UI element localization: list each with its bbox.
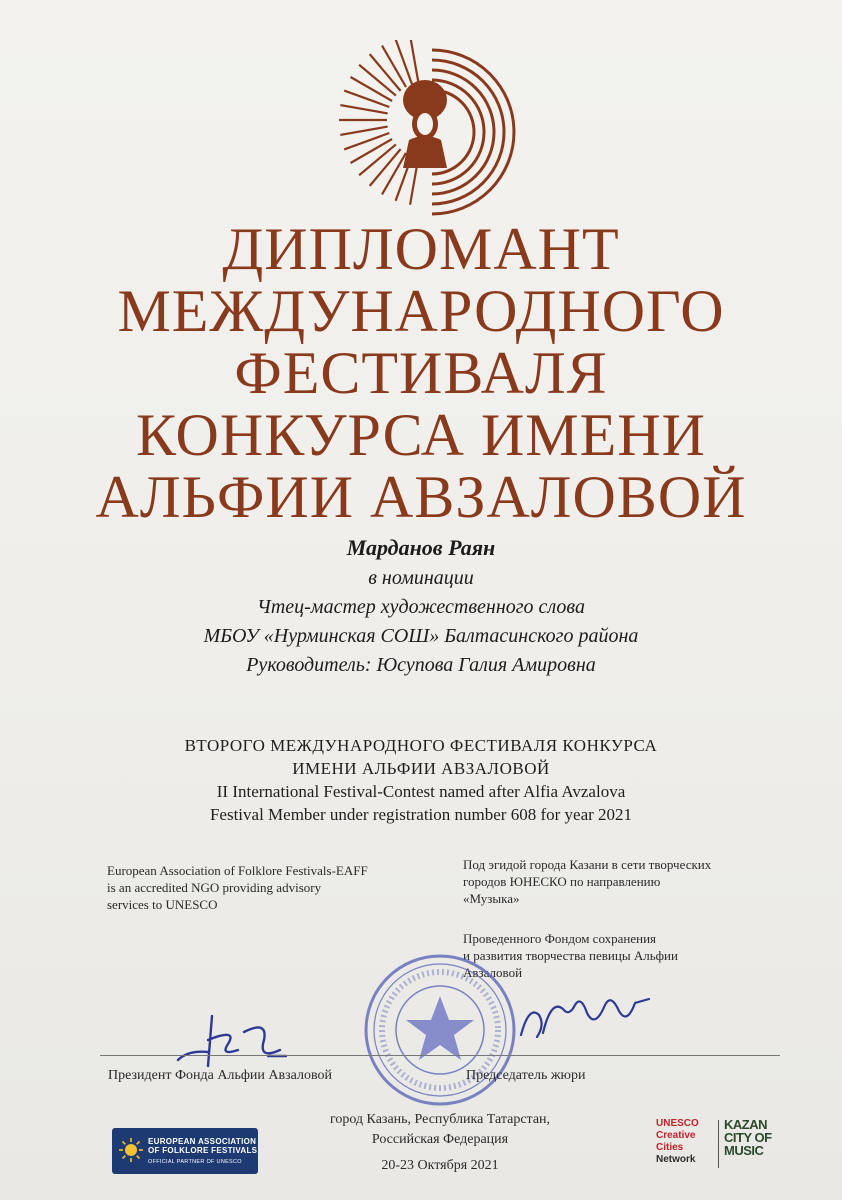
emblem-ray: [351, 139, 393, 163]
emblem-ray: [396, 40, 412, 84]
kazan-unesco-text: [463, 856, 773, 907]
fund-text-line: Проведенного Фондом сохранения: [463, 931, 657, 946]
diploma-title: [0, 218, 842, 528]
logo-divider: [718, 1120, 719, 1168]
eaff-logo: [112, 1128, 258, 1174]
nomination: Чтец-мастер художественного слова: [257, 596, 585, 618]
sun-icon: [118, 1137, 144, 1163]
eaff-logo-line: EUROPEAN ASSOCIATION: [148, 1137, 257, 1146]
festival-block: [0, 734, 842, 826]
eaff-text-line: services to UNESCO: [107, 897, 218, 912]
kazan-city-of-music-logo: [724, 1118, 794, 1157]
festival-en-line: Festival Member under registration number 608 for year 2021: [209, 805, 633, 824]
unesco-logo-line: Creative: [656, 1130, 696, 1141]
kazan-logo-line: CITY OF: [724, 1130, 772, 1145]
footer-city: [300, 1110, 580, 1150]
round-stamp-icon: [360, 950, 520, 1110]
president-signature-icon: [168, 1010, 298, 1070]
supervisor: Руководитель: Юсупова Галия Амировна: [246, 654, 596, 676]
title-line: МЕЖДУНАРОДНОГО: [117, 278, 725, 344]
emblem-ray: [344, 133, 389, 149]
fund-text-line: и развития творчества певицы Альфии: [463, 948, 678, 963]
emblem-ray: [382, 46, 406, 88]
kazan-text-line: Под эгидой города Казани в сети творческих: [463, 857, 712, 872]
fund-text-line: Авзаловой: [463, 965, 523, 980]
festival-ru-line: ИМЕНИ АЛЬФИИ АВЗАЛОВОЙ: [292, 759, 550, 778]
title-line: АЛЬФИИ АВЗАЛОВОЙ: [95, 464, 747, 530]
eaff-text: [107, 862, 407, 913]
jury-signature-icon: [515, 985, 655, 1045]
recipient-name: Марданов Раян: [346, 535, 496, 560]
kazan-text-line: «Музыка»: [463, 891, 520, 906]
festival-en-line: II International Festival-Contest named after Alfia Avzalova: [216, 782, 626, 801]
kazan-logo-line: MUSIC: [724, 1143, 764, 1158]
title-line: КОНКУРСА ИМЕНИ: [136, 402, 706, 468]
signature-line: [100, 1055, 780, 1056]
school: МБОУ «Нурминская СОШ» Балтасинского района: [203, 625, 639, 647]
title-line: ФЕСТИВАЛЯ: [234, 340, 608, 406]
footer-city-line: город Казань, Республика Татарстан,: [329, 1112, 551, 1127]
singer-portrait-emblem-icon: [337, 40, 527, 220]
emblem-ray: [382, 153, 406, 195]
nomination-prefix: в номинации: [368, 567, 474, 589]
unesco-logo-line: UNESCO: [656, 1118, 699, 1129]
emblem-ray: [351, 77, 393, 101]
eaff-text-line: European Association of Folklore Festivals-EAFF: [107, 863, 368, 878]
president-label: Президент Фонда Альфии Авзаловой: [108, 1068, 332, 1083]
emblem-ray: [340, 105, 387, 113]
kazan-text-line: городов ЮНЕСКО по направлению: [463, 874, 661, 889]
jury-chair-label: Председатель жюри: [466, 1068, 586, 1083]
festival-ru-line: ВТОРОГО МЕЖДУНАРОДНОГО ФЕСТИВАЛЯ КОНКУРСА: [184, 736, 658, 755]
unesco-logo-line: Network: [656, 1154, 696, 1165]
eaff-text-line: is an accredited NGO providing advisory: [107, 880, 322, 895]
kazan-logo-line: KAZAN: [724, 1117, 767, 1132]
emblem-ray: [344, 91, 389, 107]
emblem-ray: [410, 40, 418, 83]
eaff-logo-partner: OFFICIAL PARTNER OF UNESCO: [148, 1159, 242, 1165]
unesco-creative-cities-logo: [656, 1118, 716, 1166]
unesco-logo-line: Cities: [656, 1142, 684, 1153]
emblem-ray: [340, 127, 387, 135]
footer-date: 20-23 Октября 2021: [381, 1158, 499, 1173]
recipient-block: [0, 532, 842, 680]
title-line: ДИПЛОМАНТ: [222, 216, 620, 282]
eaff-logo-line: OF FOLKLORE FESTIVALS: [148, 1146, 258, 1155]
footer-city-line: Российская Федерация: [371, 1132, 509, 1147]
